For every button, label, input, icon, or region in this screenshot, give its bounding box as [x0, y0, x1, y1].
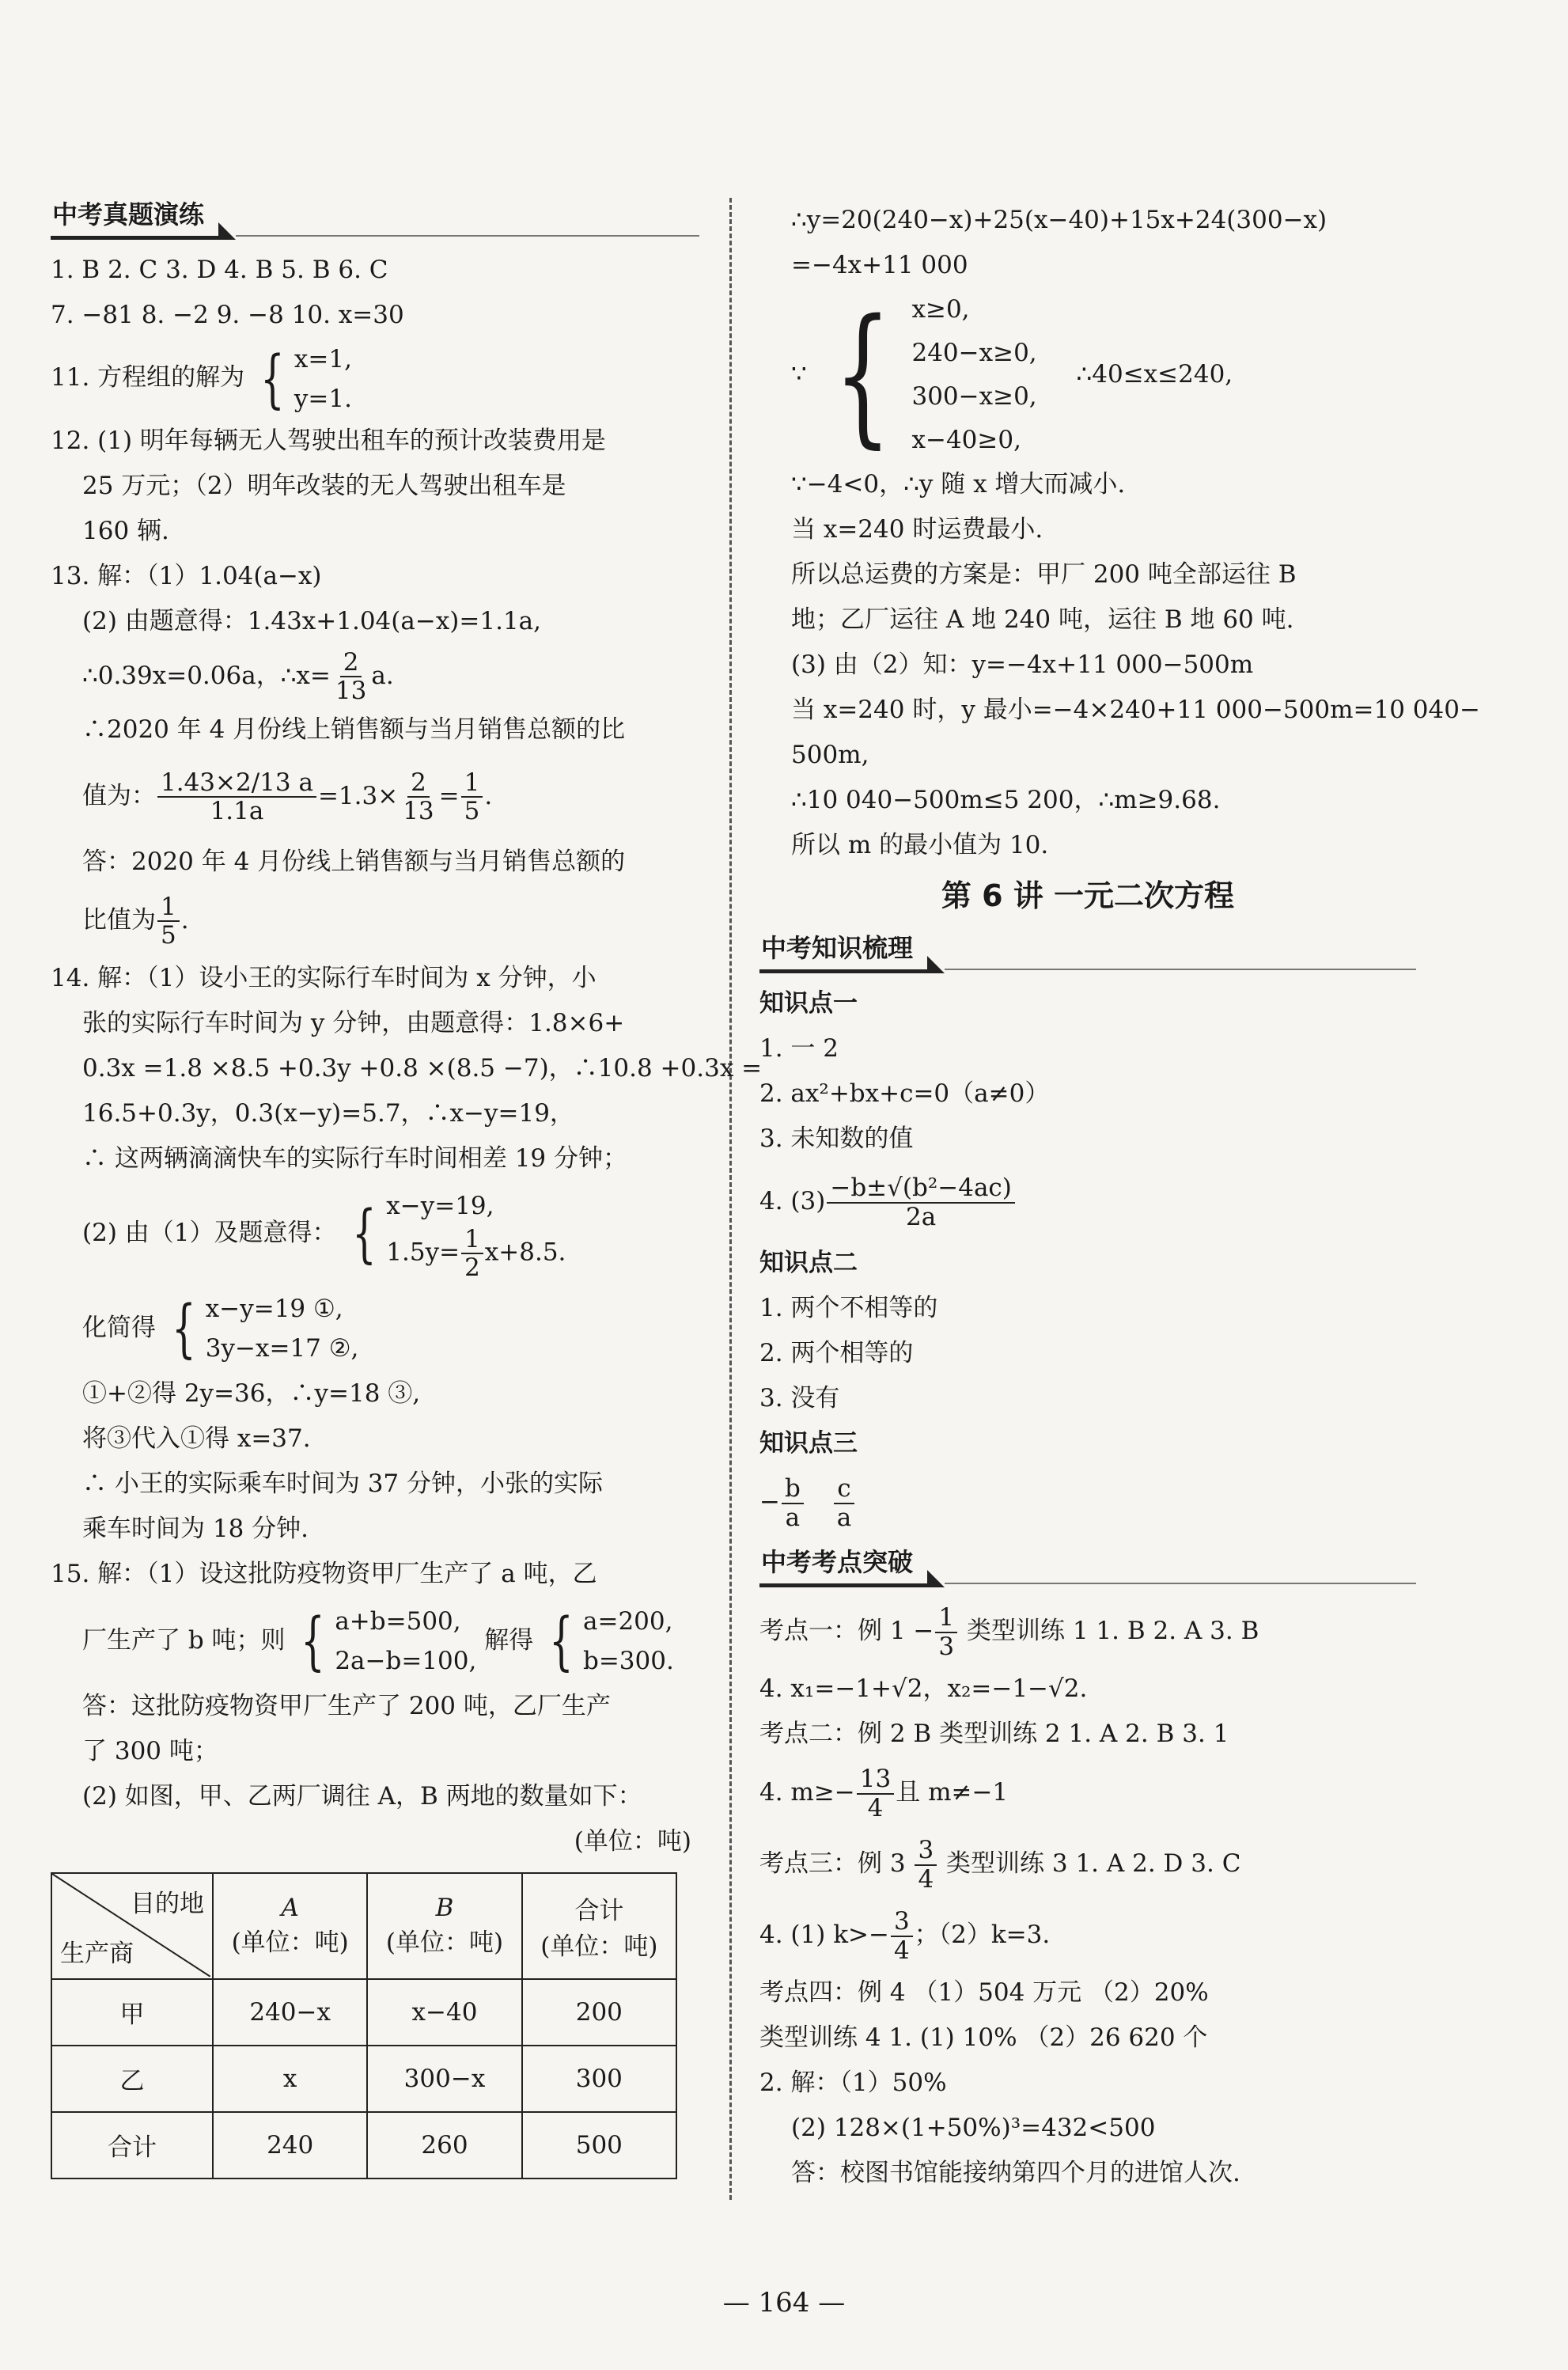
- answer-line: 所以 m 的最小值为 10.: [791, 831, 1049, 859]
- answer-line: 12. (1) 明年每辆无人驾驶出租车的预计改装费用是: [51, 426, 606, 455]
- section-title: 中考考点突破: [759, 1542, 927, 1587]
- answer-line: 16.5+0.3y，0.3(x−y)=5.7，∴x−y=19，: [82, 1098, 574, 1128]
- answer-line: ∴ 小王的实际乘车时间为 37 分钟，小张的实际: [82, 1469, 604, 1498]
- section-header-breakthrough: [759, 1542, 1416, 1587]
- table-row: 甲 240−x x−40 200: [51, 1979, 676, 2046]
- answer-line: ∴10 040−500m≤5 200，∴m≥9.68.: [791, 786, 1221, 814]
- table-row: 乙 x 300−x 300: [51, 2046, 676, 2112]
- answer-line: 考点二：例 2 B 类型训练 2 1. A 2. B 3. 1: [759, 1720, 1229, 1748]
- answer-line: 15. 解：（1）设这批防疫物资甲厂生产了 a 吨，乙: [51, 1559, 597, 1588]
- answer-line: 类型训练 4 1. (1) 10% （2）26 620 个: [759, 2023, 1208, 2052]
- answer-line: (2) 由（1）及题意得： { x−y=19, 1.5y= $\frac{1}{2}$ x+8.5.: [82, 1191, 566, 1282]
- answer-line: 1. B 2. C 3. D 4. B 5. B 6. C: [51, 256, 388, 284]
- answer-line: 2. ax²+bx+c=0（a≠0）: [759, 1079, 1050, 1108]
- table-row: 合计 240 260 500: [51, 2112, 676, 2179]
- answer-line: 了 300 吨；: [82, 1736, 218, 1765]
- answer-line: 13. 解：（1）1.04(a−x): [51, 561, 322, 590]
- table-header: A (单位：吨): [213, 1873, 367, 1979]
- answer-line: 1. 两个不相等的: [759, 1294, 938, 1322]
- answer-line: 乘车时间为 18 分钟.: [82, 1514, 309, 1543]
- answer-line: 25 万元；（2）明年改装的无人驾驶出租车是: [82, 471, 566, 500]
- answer-line: ∴0.39x=0.06a，∴x= $\frac{2}{13}$ a.: [82, 647, 394, 705]
- answer-line: ∴2020 年 4 月份线上销售额与当月销售总额的比: [82, 715, 626, 744]
- answer-line: 地；乙厂运往 A 地 240 吨，运往 B 地 60 吨.: [791, 605, 1294, 634]
- unit-note: (单位：吨): [574, 1826, 691, 1856]
- answer-line: 160 辆.: [82, 516, 169, 545]
- answer-line: 1. 一 2: [759, 1034, 839, 1063]
- answer-line: 4. x₁=−1+√2，x₂=−1−√2.: [759, 1674, 1088, 1703]
- answer-line: 厂生产了 b 吨；则 { a+b=500, 2a−b=100, 解得 { a=200, b=300.: [82, 1604, 674, 1678]
- left-column: [51, 190, 763, 2179]
- chapter-title: 第 6 讲 一元二次方程: [941, 878, 1235, 913]
- answer-line: 化简得 { x−y=19 ①, 3y−x=17 ②,: [82, 1291, 359, 1365]
- answer-line: (2) 128×(1+50%)³=432<500: [791, 2114, 1156, 2142]
- answer-line: 3. 未知数的值: [759, 1124, 914, 1153]
- table-header: B (单位：吨): [367, 1873, 521, 1979]
- answer-line: 当 x=240 时，y 最小=−4×240+11 000−500m=10 040−: [791, 696, 1480, 724]
- answer-line: 500m,: [791, 741, 869, 769]
- column-divider: [729, 198, 732, 2200]
- answer-line: 答：校图书馆能接纳第四个月的进馆人次.: [791, 2159, 1240, 2187]
- table-corner-cell: 目的地 生产商: [51, 1873, 213, 1979]
- answer-line: 0.3x =1.8 ×8.5 +0.3y +0.8 ×(8.5 −7)，∴10.8 +0.3x =: [82, 1053, 763, 1083]
- answer-line: 答：这批防疫物资甲厂生产了 200 吨，乙厂生产: [82, 1691, 611, 1720]
- answer-line: ①+②得 2y=36，∴y=18 ③,: [82, 1378, 421, 1408]
- answer-line: 2. 两个相等的: [759, 1339, 914, 1367]
- answer-line: ∵ { x≥0, 240−x≥0, 300−x≥0, x−40≥0, ∴40≤x≤240,: [791, 287, 1233, 462]
- right-column: [759, 198, 1480, 2196]
- answer-line: (3) 由（2）知：y=−4x+11 000−500m: [791, 650, 1254, 679]
- answer-line: ∴y=20(240−x)+25(x−40)+15x+24(300−x): [791, 206, 1327, 234]
- table-header: 合计 (单位：吨): [522, 1873, 676, 1979]
- answer-line: 4. (3) $\frac{\text{−b±√(b²−4ac)}}{2a}$: [759, 1162, 1416, 1241]
- answer-line-11: 11. 方程组的解为 { x=1, y=1.: [51, 341, 352, 415]
- answer-line: 4. m≥− $\frac{13}{4}$ 且 m≠−1: [759, 1765, 1009, 1822]
- answer-line: 2. 解：（1）50%: [759, 2069, 947, 2097]
- answer-line: ∴ 这两辆滴滴快车的实际行车时间相差 19 分钟；: [82, 1143, 628, 1173]
- answer-line: 张的实际行车时间为 y 分钟，由题意得：1.8×6+: [82, 1008, 625, 1037]
- answer-line: 比值为 $\frac{1}{5}$ .: [82, 892, 189, 950]
- answer-line: (2) 由题意得：1.43x+1.04(a−x)=1.1a,: [82, 606, 542, 635]
- answer-line: 当 x=240 时运费最小.: [791, 515, 1043, 544]
- knowledge-point-label: 知识点三: [759, 1429, 858, 1458]
- section-title: 中考真题演练: [51, 195, 218, 240]
- answer-line: 考点一：例 1 − $\frac{1}{3}$ 类型训练 1 1. B 2. A 3. B: [759, 1603, 1259, 1661]
- answer-line: 所以总运费的方案是：甲厂 200 吨全部运往 B: [791, 560, 1297, 589]
- page-number: — 164 —: [722, 2287, 846, 2319]
- answer-line: ∵−4<0，∴y 随 x 增大而减小.: [791, 470, 1126, 499]
- knowledge-point-label: 知识点二: [759, 1249, 858, 1277]
- answer-line: =−4x+11 000: [791, 251, 968, 279]
- answer-line: 3. 没有: [759, 1384, 840, 1413]
- answer-line: 答：2020 年 4 月份线上销售额与当月销售总额的: [82, 847, 626, 876]
- section-header-real-exam: [51, 195, 699, 240]
- answer-line: 7. −81 8. −2 9. −8 10. x=30: [51, 301, 404, 329]
- section-title: 中考知识梳理: [759, 928, 927, 973]
- answer-line: − $\frac{b}{a}$ $\frac{c}{a}$: [759, 1466, 1416, 1538]
- answer-line: 4. (1) k>− $\frac{3}{4}$ ；（2）k=3.: [759, 1907, 1051, 1965]
- section-header-knowledge: [759, 928, 1416, 973]
- answer-line: 值为： $\frac{1.43\times 2/13 a}{1.1a}$ =1.3× $\frac{2}{13}$ = $\frac{1}{5}$ .: [82, 768, 493, 825]
- answer-line: 14. 解：（1）设小王的实际行车时间为 x 分钟，小: [51, 963, 597, 992]
- answer-line: (2) 如图，甲、乙两厂调往 A，B 两地的数量如下：: [82, 1781, 642, 1811]
- transport-table: [51, 1872, 677, 2179]
- answer-line: 考点三：例 3 $\frac{3}{4}$ 类型训练 3 1. A 2. D 3. C: [759, 1836, 1241, 1894]
- knowledge-point-label: 知识点一: [759, 989, 858, 1018]
- answer-line: 将③代入①得 x=37.: [82, 1424, 311, 1453]
- answer-line: 考点四：例 4 （1）504 万元 （2）20%: [759, 1978, 1209, 2007]
